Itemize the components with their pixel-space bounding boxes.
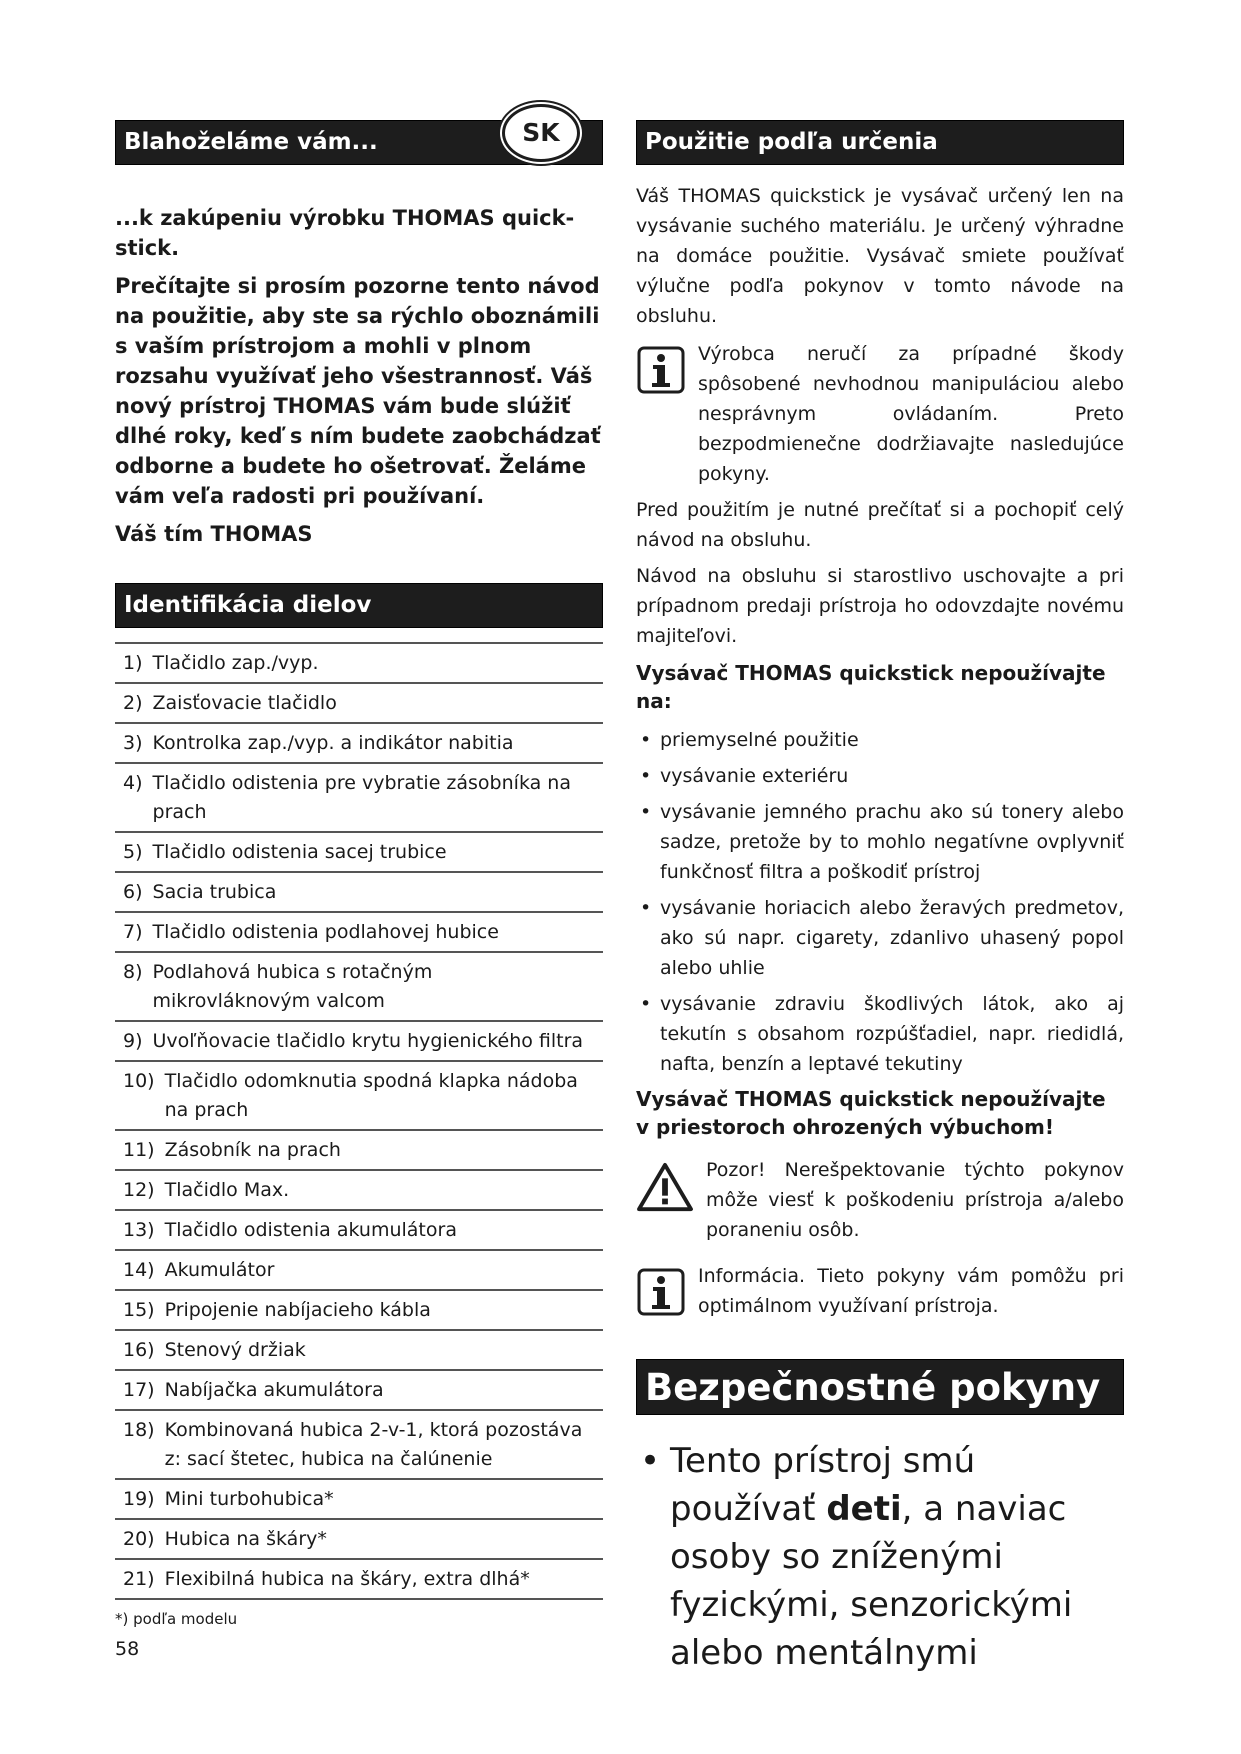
parts-item-label: Tlačidlo odistenia sacej trubice [152,841,447,863]
parts-item-number: 13) [123,1219,155,1241]
parts-item-label: Tlačidlo odomknutia spodná klapka nádoba na prach [164,1070,578,1121]
parts-item-number: 21) [123,1568,155,1590]
parts-list-item [115,873,603,913]
safety-item-pre: Tento prístroj smú používať [670,1441,976,1529]
safety-item-bold: deti [826,1489,902,1529]
parts-item-label: Uvoľňovacie tlačidlo krytu hygienického filtra [152,1030,584,1052]
parts-item-number: 18) [123,1419,155,1441]
parts-item-number: 17) [123,1379,155,1401]
parts-list-item [115,1371,603,1411]
parts-item-number: 1) [123,652,143,674]
parts-list-item [115,913,603,953]
congrats-heading-bar [115,120,603,165]
parts-list-item [115,1022,603,1062]
info-icon [636,1267,686,1317]
warning-triangle-icon [636,1161,694,1213]
dont-use-item: • priemyselné použitie [636,725,1124,755]
parts-list-item [115,1251,603,1291]
intended-use-heading: Použitie podľa určenia [645,129,938,155]
dont-use-heading: Vysávač THOMAS quickstick nepoužívajte na: [636,661,1106,713]
parts-list-item [115,724,603,764]
intended-use-paragraph-3: Návod na obsluhu si starostlivo uschovajte a pri prípadnom predaji prístroja ho odovzdajte novému majiteľovi. [636,565,1124,647]
parts-item-label: Tlačidlo Max. [164,1179,290,1201]
parts-list-item [115,684,603,724]
parts-item-number: 9) [123,1030,143,1052]
safety-list [636,1437,1124,1677]
parts-item-label: Tlačidlo odistenia pre vybratie zásobníka na prach [152,772,571,823]
parts-list-item [115,1331,603,1371]
parts-item-label: Pripojenie nabíjacieho kábla [164,1299,431,1321]
parts-item-number: 19) [123,1488,155,1510]
left-column [115,120,603,1628]
info-icon [636,345,686,395]
parts-item-label: Akumulátor [164,1259,275,1281]
parts-item-label: Flexibilná hubica na škáry, extra dlhá* [164,1568,530,1590]
safety-item [636,1437,1124,1677]
right-column [636,120,1124,1677]
parts-footnote: *) podľa modelu [115,1610,238,1628]
parts-list-item [115,1291,603,1331]
parts-list-item [115,833,603,873]
safety-item-post: , a naviac osoby so zníženými fyzickými, senzorickými alebo mentálnymi [670,1489,1073,1673]
parts-item-number: 16) [123,1339,155,1361]
parts-item-number: 7) [123,921,143,943]
parts-item-label: Kombinovaná hubica 2-v-1, ktorá pozostáva z: sací štetec, hubica na čalúnenie [164,1419,583,1470]
parts-item-number: 10) [123,1070,155,1092]
parts-item-label: Kontrolka zap./vyp. a indikátor nabitia [152,732,514,754]
parts-item-number: 15) [123,1299,155,1321]
caution-text: Pozor! Nerešpektovanie týchto pokynov môže viesť k poškodeniu prístroja a/alebo poraneniu osôb. [706,1159,1124,1241]
info-note-2-text: Informácia. Tieto pokyny vám pomôžu pri optimálnom využívaní prístroja. [698,1265,1124,1317]
parts-item-label: Hubica na škáry* [164,1528,327,1550]
parts-list-item [115,1211,603,1251]
parts-list-item [115,1560,603,1600]
parts-list-item [115,1062,603,1131]
parts-list-item [115,764,603,833]
parts-item-number: 6) [123,881,143,903]
dont-use-item: • vysávanie horiacich alebo žeravých predmetov, ako sú napr. cigarety, zdanlivo uhasený popol alebo uhlie [636,893,1124,983]
parts-item-label: Stenový držiak [164,1339,306,1361]
safety-heading-bar [636,1359,1124,1415]
intended-use-paragraph-2: Pred použitím je nutné prečítať si a pochopiť celý návod na obsluhu. [636,499,1124,551]
dont-use-item: • vysávanie zdraviu škodlivých látok, ako aj tekutín s obsahom rozpúšťadiel, napr. riedidlá, nafta, benzín a leptavé tekutiny [636,989,1124,1079]
congrats-heading: Blahoželáme vám... [124,129,378,155]
parts-item-label: Tlačidlo zap./vyp. [152,652,319,674]
info-note-2 [636,1261,1124,1321]
parts-item-label: Tlačidlo odistenia akumulátora [164,1219,457,1241]
parts-list-item [115,1131,603,1171]
safety-heading: Bezpečnostné pokyny [645,1366,1101,1409]
parts-item-number: 5) [123,841,143,863]
parts-item-number: 20) [123,1528,155,1550]
page-number: 58 [115,1638,140,1660]
parts-list-item [115,1411,603,1480]
explosion-warning: Vysávač THOMAS quickstick nepoužívajte v priestoroch ohrozených výbuchom! [636,1087,1106,1139]
parts-item-label: Mini turbohubica* [164,1488,334,1510]
parts-item-number: 11) [123,1139,155,1161]
congrats-body: Prečítajte si prosím pozorne tento návod na použitie, aby ste sa rýchlo oboznámili s vaším prístrojom a mohli v plnom rozsahu využívať jeho všestrannosť. Váš nový prístroj THOMAS vám bude slúžiť dlhé roky, keď s ním budete zaobchádzať odborne a budete ho ošetrovať. Želáme vám veľa radosti pri používaní. [115,274,601,508]
parts-item-number: 2) [123,692,143,714]
parts-item-label: Nabíjačka akumulátora [164,1379,384,1401]
parts-item-label: Zaisťovacie tlačidlo [152,692,337,714]
parts-item-label: Podlahová hubica s rotačným mikrovláknovým valcom [152,961,433,1012]
language-badge: SK [502,104,580,162]
parts-heading: Identifikácia dielov [124,592,372,618]
parts-list-item [115,1480,603,1520]
info-note-1-text: Výrobca neručí za prípadné škody spôsobené nevhodnou manipuláciou alebo nesprávnym ovládaním. Preto bezpodmienečne dodržiavajte nasledujúce pokyny. [698,343,1124,485]
parts-list-item [115,1171,603,1211]
parts-list [115,642,603,1600]
parts-heading-bar [115,583,603,628]
parts-item-number: 4) [123,772,143,794]
parts-item-number: 8) [123,961,143,983]
parts-item-label: Sacia trubica [152,881,277,903]
congrats-intro: ...k zakúpeniu výrobku THOMAS quick-stick. [115,206,575,260]
parts-item-label: Tlačidlo odistenia podlahovej hubice [152,921,499,943]
info-note-1 [636,339,1124,489]
intended-use-heading-bar [636,120,1124,165]
caution-note [636,1155,1124,1245]
parts-item-label: Zásobník na prach [164,1139,341,1161]
intended-use-paragraph-1: Váš THOMAS quickstick je vysávač určený len na vysávanie suchého materiálu. Je určený výhradne na domáce použitie. Vysávač smiete používať výlučne podľa pokynov v tomto návode na obsluhu. [636,185,1124,327]
dont-use-item: • vysávanie jemného prachu ako sú tonery alebo sadze, pretože by to mohlo negatívne ovplyvniť funkčnosť filtra a poškodiť prístroj [636,797,1124,887]
dont-use-item: • vysávanie exteriéru [636,761,1124,791]
parts-list-item [115,1520,603,1560]
parts-item-number: 12) [123,1179,155,1201]
parts-list-item [115,644,603,684]
congrats-signature: Váš tím THOMAS [115,522,313,546]
parts-item-number: 14) [123,1259,155,1281]
parts-list-item [115,953,603,1022]
dont-use-list [636,725,1124,1079]
parts-item-number: 3) [123,732,143,754]
